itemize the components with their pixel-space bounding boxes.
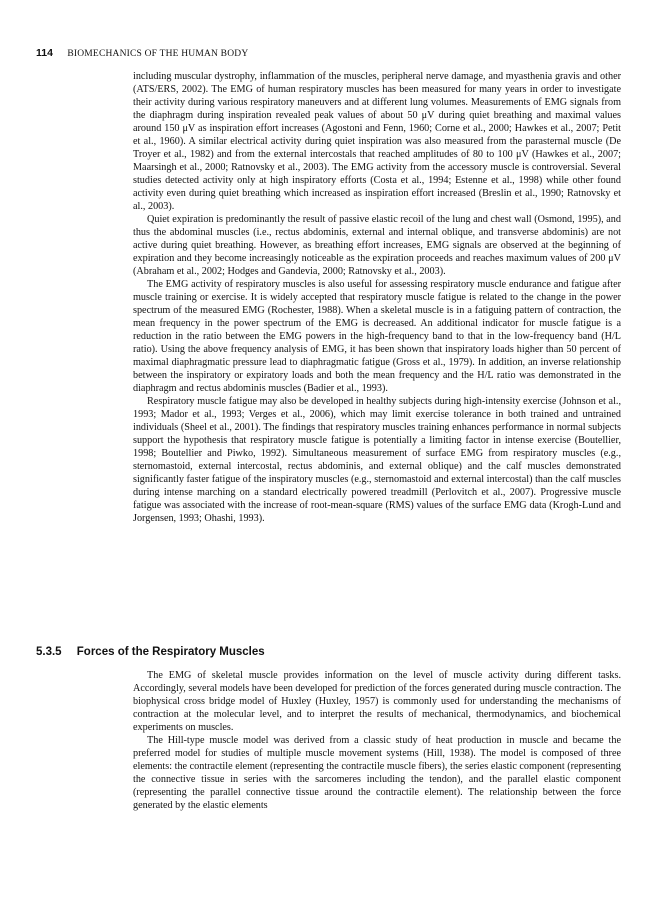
section-number: 5.3.5 bbox=[36, 646, 62, 658]
page-number: 114 bbox=[36, 47, 53, 59]
section-heading bbox=[36, 646, 636, 658]
paragraph: Quiet expiration is predominantly the result of passive elastic recoil of the lung and chest wall (Osmond, 1995), and thus the abdominal muscles (i.e., rectus abdominis, external and internal oblique, and transverse abdominis) are not active during quiet breathing. However, as breathing effort increases, EMG signals are observed at the beginning of expiration and they become increasingly noticeable as the expiration proceeds and reaches maximum values of 200 μV (Abraham et al., 2002; Hodges and Gandevia, 2000; Ratnovsky et al., 2003). bbox=[133, 214, 621, 277]
paragraph: Respiratory muscle fatigue may also be developed in healthy subjects during high-intensity exercise (Johnson et al., 1993; Mador et al., 1993; Verges et al., 2006), which may limit exercise tolerance in both trained and untrained individuals (Sheel et al., 2001). The findings that respiratory muscles training enhances performance in normal subjects support the hypothesis that respiratory muscle fatigue is potentially a limiting factor in intense exercise (Boutellier, 1998; Boutellier and Piwko, 1992). Simultaneous measurement of surface EMG from respiratory muscles (e.g., sternomastoid, external intercostal, rectus abdominis, and external oblique) and the calf muscles demonstrated significantly faster fatigue of the inspiratory muscles (e.g., sternomastoid and external intercostal) than the calf muscles during intense marching on a standard electrically powered treadmill (Perlovitch et al., 2007). Progressive muscle fatigue was associated with the increase of root-mean-square (RMS) values of the surface EMG data (Krogh-Lund and Jorgensen, 1993; Ohashi, 1993). bbox=[133, 396, 621, 524]
paragraph: The EMG activity of respiratory muscles is also useful for assessing respiratory muscle endurance and fatigue after muscle training or exercise. It is widely accepted that respiratory muscle fatigue is related to the change in the power spectrum of the measured EMG (Rochester, 1988). When a skeletal muscle is in a fatiguing pattern of contraction, the mean frequency in the power spectrum of the EMG is decreased. An additional indicator for muscle fatigue is a reduction in the ratio between the EMG powers in the high-frequency band to that in the low-frequency band (H/L ratio). Using the above frequency analysis of EMG, it has been shown that inspiratory loads higher than 50 percent of maximal diaphragmatic pressure lead to diaphragmatic fatigue (Gross et al., 1979). In addition, an inverse relationship between the inspiratory or expiratory loads and both the mean frequency and the H/L ratio was demonstrated in the diaphragm and rectus abdominis muscles (Badier et al., 1993). bbox=[133, 279, 621, 394]
body-text-before-section bbox=[133, 70, 621, 525]
book-title: BIOMECHANICS OF THE HUMAN BODY bbox=[67, 49, 249, 59]
paragraph: The Hill-type muscle model was derived from a classic study of heat production in muscle and became the preferred model for studies of multiple muscle movement systems (Hill, 1938). The model is composed of three elements: the contractile element (representing the contractile muscle fibers), the series elastic component (representing the connective tissue in series with the sarcomeres including the tendon), and the parallel elastic component (representing the parallel connective tissue around the contractile element). The relationship between the force generated by the elastic elements bbox=[133, 735, 621, 811]
section-title: Forces of the Respiratory Muscles bbox=[76, 646, 265, 658]
paragraph: The EMG of skeletal muscle provides information on the level of muscle activity during different tasks. Accordingly, several models have been developed for prediction of the forces generated during muscle contraction. The biophysical cross bridge model of Huxley (Huxley, 1957) is commonly used for understanding the mechanisms of contraction at the molecular level, and to interpret the results of mechanical, thermodynamics, and biochemical experiments on muscles. bbox=[133, 670, 621, 733]
section-body-text bbox=[133, 669, 621, 812]
paragraph: including muscular dystrophy, inflammation of the muscles, peripheral nerve damage, and myasthenia gravis and other (ATS/ERS, 2002). The EMG of human respiratory muscles has been measured for many years in order to investigate their activity during various respiratory maneuvers and at different lung volumes. Measurements of EMG signals from the diaphragm during inspiration revealed peak values of about 50 μV during quiet breathing and maximal values around 150 μV as inspiration effort increases (Agostoni and Fenn, 1960; Corne et al., 2000; Hawkes et al., 2007; Petit et al., 1960). A similar electrical activity during quiet inspiration was also measured from the parasternal muscle (De Troyer et al., 1982) and from the external intercostals that reached amplitudes of 80 to 100 μV (Hawkes et al., 2007; Maarsingh et al., 2000; Ratnovsky et al., 2003). The EMG activity from the accessory muscle is controversial. Several studies detected activity only at high inspiratory efforts (Costa et al., 1994; Estenne et al., 1998) while other found activity even during quiet breathing which increased as inspiration effort increased (Breslin et al., 1990; Ratnovsky et al., 2003). bbox=[133, 71, 621, 212]
running-head bbox=[36, 47, 636, 61]
